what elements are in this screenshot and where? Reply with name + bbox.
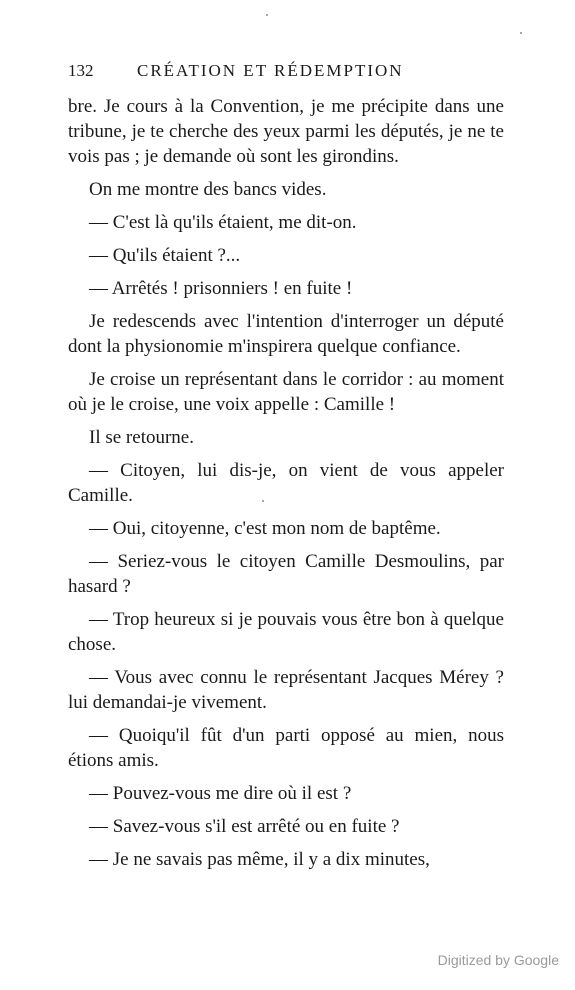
scan-speck [266, 14, 268, 16]
paragraph: Je croise un représentant dans le corridor : au moment où je le croise, une voix appelle : Camille ! [68, 369, 504, 415]
running-header [68, 61, 504, 85]
paragraph: Je redescends avec l'intention d'interroger un député dont la physionomie m'inspirera quelque confiance. [68, 311, 504, 357]
paragraph: — Pouvez-vous me dire où il est ? [89, 783, 352, 804]
running-title: CRÉATION ET RÉDEMPTION [137, 61, 404, 80]
paragraph: — Je ne savais pas même, il y a dix minutes, [89, 849, 430, 870]
paragraph: — Trop heureux si je pouvais vous être bon à quelque chose. [68, 609, 504, 655]
paragraph: — Arrêtés ! prisonniers ! en fuite ! [89, 278, 353, 299]
body-text [68, 94, 504, 880]
paragraph: — Qu'ils étaient ?... [89, 245, 241, 266]
paragraph: — C'est là qu'ils étaient, me dit-on. [89, 212, 357, 233]
paragraph: — Oui, citoyenne, c'est mon nom de baptême. [89, 518, 441, 539]
paragraph: — Vous avec connu le représentant Jacques Mérey ? lui demandai-je vivement. [68, 667, 504, 713]
paragraph: — Citoyen, lui dis-je, on vient de vous appeler Camille. [68, 460, 504, 506]
scan-speck [520, 32, 522, 34]
paragraph: Il se retourne. [89, 427, 194, 448]
page-number: 132 [68, 61, 94, 80]
paragraph: — Seriez-vous le citoyen Camille Desmoulins, par hasard ? [68, 551, 504, 597]
paragraph: — Quoiqu'il fût d'un parti opposé au mien, nous étions amis. [68, 725, 504, 771]
paragraph: — Savez-vous s'il est arrêté ou en fuite ? [89, 816, 400, 837]
paragraph: On me montre des bancs vides. [89, 179, 327, 200]
paragraph: bre. Je cours à la Convention, je me précipite dans une tribune, je te cherche des yeux parmi les députés, je ne te vois pas ; je demande où sont les girondins. [68, 96, 504, 167]
digitization-watermark: Digitized by Google [437, 952, 559, 968]
